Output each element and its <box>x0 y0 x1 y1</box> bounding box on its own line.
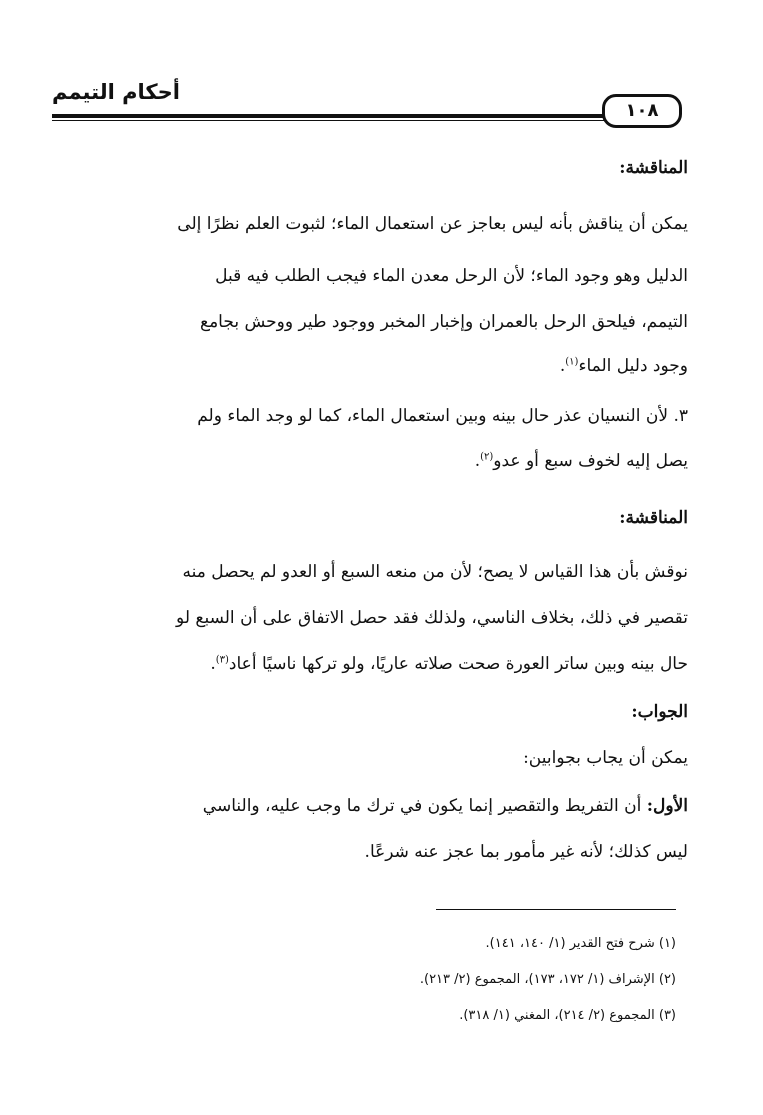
numbered-line: ٣. لأن النسيان عذر حال بينه وبين استعمال الماء، كما لو وجد الماء ولم <box>197 406 688 426</box>
paragraph-text: حال بينه وبين ساتر العورة صحت صلاته عاريًا، ولو تركها ناسيًا أعاد <box>228 654 688 674</box>
paragraph-text: يصل إليه لخوف سبع أو عدو <box>493 451 688 471</box>
footnote-1: (١) شرح فتح القدير (١/ ١٤٠، ١٤١). <box>485 936 676 951</box>
sentence-end: . <box>210 654 216 674</box>
footnote-3: (٣) المجموع (٢/ ٢١٤)، المغني (١/ ٣١٨). <box>459 1008 676 1023</box>
footnote-2: (٢) الإشراف (١/ ١٧٢، ١٧٣)، المجموع (٢/ ٢١٣). <box>419 972 676 987</box>
footnote-ref-2: (٢) <box>480 451 494 463</box>
discussion-heading-1: المناقشة: <box>619 158 688 178</box>
running-header-title: أحكام التيمم <box>52 80 180 104</box>
discussion-heading-2: المناقشة: <box>619 508 688 528</box>
paragraph-line: تقصير في ذلك، بخلاف الناسي، ولذلك فقد حصل الاتفاق على أن السبع لو <box>176 608 688 628</box>
paragraph-line <box>74 451 688 471</box>
sentence-end: . <box>559 356 566 376</box>
paragraph-text: وجود دليل الماء <box>578 356 688 376</box>
footnote-ref-3: (٣) <box>215 654 229 666</box>
first-answer-lead: الأول: <box>646 796 688 816</box>
paragraph-line: ليس كذلك؛ لأنه غير مأمور بما عجز عنه شرعًا. <box>364 842 688 862</box>
answer-heading: الجواب: <box>631 702 688 722</box>
header-rule-thin <box>52 120 660 121</box>
paragraph-line: يمكن أن يناقش بأنه ليس بعاجز عن استعمال الماء؛ لثبوت العلم نظرًا إلى <box>177 214 688 234</box>
footnote-ref-1: (١) <box>565 356 579 368</box>
page-number: ١٠٨ <box>602 94 682 128</box>
paragraph-line: الدليل وهو وجود الماء؛ لأن الرحل معدن الماء فيجب الطلب فيه قبل <box>215 266 688 286</box>
paragraph-line <box>74 356 688 376</box>
header-rule <box>52 114 660 118</box>
paragraph-line <box>74 796 688 816</box>
paragraph-line: نوقش بأن هذا القياس لا يصح؛ لأن من منعه السبع أو العدو لم يحصل منه <box>182 562 688 582</box>
paragraph-text: أن التفريط والتقصير إنما يكون في ترك ما وجب عليه، والناسي <box>202 796 647 816</box>
footnote-separator <box>436 909 676 910</box>
paragraph-line <box>74 654 688 674</box>
sentence-end: . <box>474 451 481 471</box>
paragraph-line: التيمم، فيلحق الرحل بالعمران وإخبار المخبر ووجود طير ووحش بجامع <box>200 312 688 332</box>
paragraph-line: يمكن أن يجاب بجوابين: <box>523 748 688 768</box>
